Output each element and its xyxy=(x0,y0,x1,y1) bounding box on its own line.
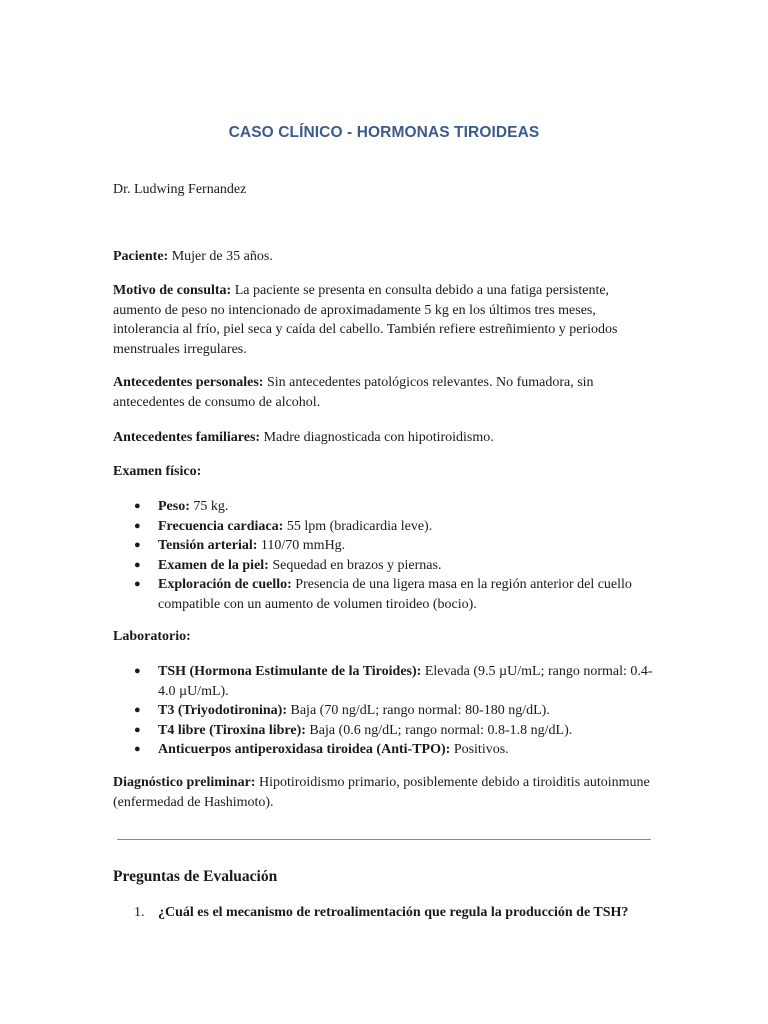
list-item xyxy=(113,575,663,614)
list-item xyxy=(113,497,663,517)
item-label: TSH (Hormona Estimulante de la Tiroides): xyxy=(158,664,422,679)
item-text: Sequedad en brazos y piernas. xyxy=(268,557,442,573)
motivo-text: La paciente se presenta en consulta debido a una fatiga persistente, aumento de peso no intencionado de aproximadamente 5 kg en los últimos tres meses, intolerancia al frío, piel seca y caída del cabello. También refiere estreñimiento y periodos menstruales irregulares. xyxy=(113,283,618,357)
item-text: 75 kg. xyxy=(189,499,229,514)
item-text: 55 lpm (bradicardia leve). xyxy=(283,518,433,534)
list-item xyxy=(113,740,663,760)
item-label: Examen de la piel: xyxy=(158,557,269,573)
antecedentes-familiares-label: Antecedentes familiares: xyxy=(113,430,261,445)
item-label: Anticuerpos antiperoxidasa tiroidea (Anti-TPO): xyxy=(158,742,451,757)
question-number: 1. xyxy=(134,905,145,920)
list-item xyxy=(113,662,663,701)
item-label: T3 (Triyodotironina): xyxy=(158,703,287,718)
antecedentes-familiares-text: Madre diagnosticada con hipotiroidismo. xyxy=(260,430,494,445)
list-item xyxy=(113,517,663,537)
question-text: ¿Cuál es el mecanismo de retroalimentación que regula la producción de TSH? xyxy=(158,905,629,920)
bullet-icon: ● xyxy=(134,500,141,512)
antecedentes-personales-paragraph xyxy=(113,373,658,412)
list-item xyxy=(113,556,663,576)
bullet-icon: ● xyxy=(134,539,141,551)
laboratorio-heading: Laboratorio: xyxy=(113,629,191,644)
bullet-icon: ● xyxy=(134,723,141,736)
patient-paragraph xyxy=(113,247,658,267)
diagnostico-label: Diagnóstico preliminar: xyxy=(113,775,256,790)
list-item xyxy=(113,701,663,721)
author-name: Dr. Ludwing Fernandez xyxy=(113,182,247,197)
patient-text: Mujer de 35 años. xyxy=(168,249,273,264)
item-text: Baja (0.6 ng/dL; rango normal: 0.8-1.8 ng/dL). xyxy=(305,722,573,738)
examen-fisico-list xyxy=(113,497,663,614)
motivo-label: Motivo de consulta: xyxy=(113,283,232,298)
horizontal-divider xyxy=(117,839,651,840)
bullet-icon: ● xyxy=(134,558,141,571)
item-text: Presencia de una ligera masa en la región anterior del cuello compatible con un aumento de volumen tiroideo (bocio). xyxy=(158,577,632,612)
list-item xyxy=(113,721,663,741)
laboratorio-list xyxy=(113,662,663,760)
item-text: 110/70 mmHg. xyxy=(257,538,346,553)
bullet-icon: ● xyxy=(134,578,141,590)
bullet-icon: ● xyxy=(134,743,141,755)
antecedentes-personales-text: Sin antecedentes patológicos relevantes. No fumadora, sin antecedentes de consumo de alcohol. xyxy=(113,375,594,410)
bullet-icon: ● xyxy=(134,519,141,532)
item-label: Tensión arterial: xyxy=(158,538,258,553)
antecedentes-familiares-paragraph xyxy=(113,428,658,448)
examen-fisico-heading: Examen físico: xyxy=(113,464,202,479)
question-item xyxy=(113,903,673,923)
item-text: Baja (70 ng/dL; rango normal: 80-180 ng/dL). xyxy=(287,703,550,718)
preguntas-heading: Preguntas de Evaluación xyxy=(113,868,278,885)
list-item xyxy=(113,536,663,556)
item-label: Exploración de cuello: xyxy=(158,577,292,592)
item-text: Positivos. xyxy=(450,742,509,757)
document-title: CASO CLÍNICO - HORMONAS TIROIDEAS xyxy=(228,124,540,141)
diagnostico-paragraph xyxy=(113,773,658,812)
item-label: T4 libre (Tiroxina libre): xyxy=(158,722,306,738)
item-label: Peso: xyxy=(158,499,190,514)
preguntas-list xyxy=(113,903,673,923)
antecedentes-personales-label: Antecedentes personales: xyxy=(113,375,264,390)
bullet-icon: ● xyxy=(134,665,141,677)
bullet-icon: ● xyxy=(134,704,141,716)
item-text: Elevada (9.5 µU/mL; rango normal: 0.4-4.0 µU/mL). xyxy=(158,664,653,699)
diagnostico-text: Hipotiroidismo primario, posiblemente debido a tiroiditis autoinmune (enfermedad de Hashimoto). xyxy=(113,775,650,810)
item-label: Frecuencia cardiaca: xyxy=(158,518,284,534)
motivo-paragraph xyxy=(113,281,658,359)
patient-label: Paciente: xyxy=(113,249,169,264)
